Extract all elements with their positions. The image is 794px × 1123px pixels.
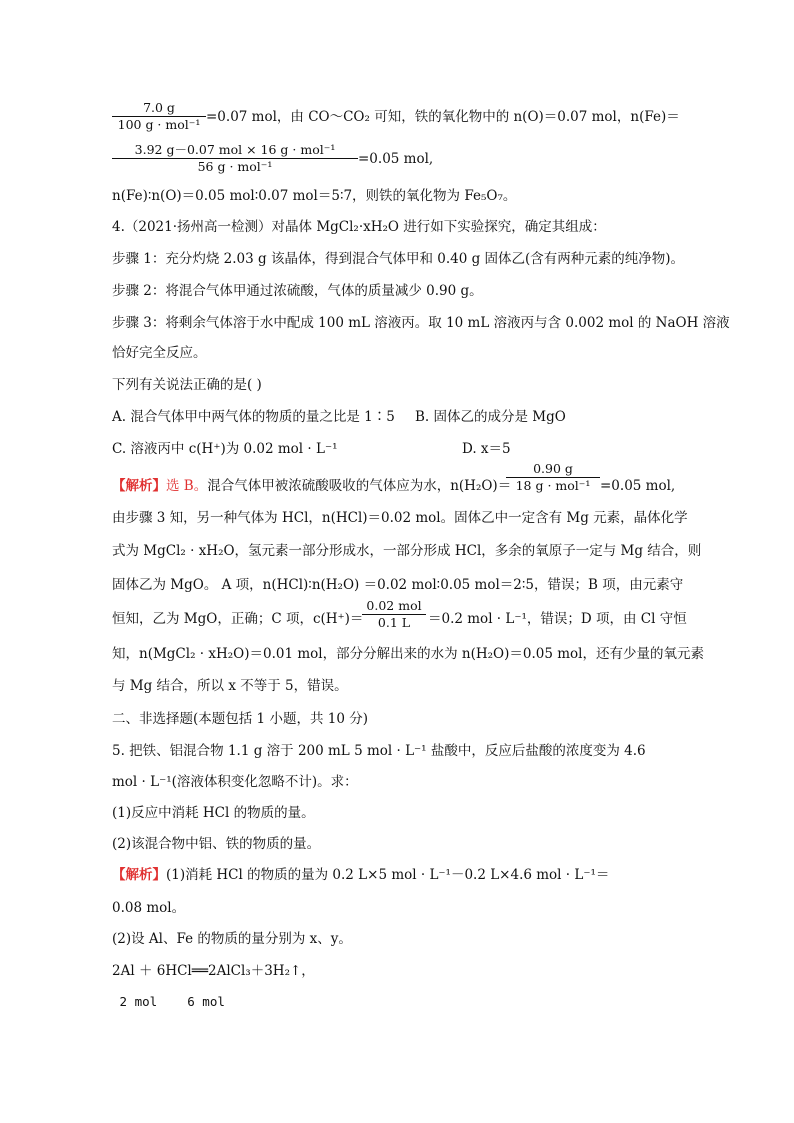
analysis-tag: 【解析】 xyxy=(112,867,166,883)
section-title: 二、非选择题(本题包括 1 小题，共 10 分) xyxy=(112,711,368,727)
option-b: B. 固体乙的成分是 MgO xyxy=(415,409,566,425)
fraction-h-concentration xyxy=(362,598,426,631)
analysis-4-line-4: 固体乙为 MgO。 A 项，n(HCl)∶n(H₂O) ＝0.02 mol∶0.05 mol＝2∶5，错误；B 项，由元素守 xyxy=(112,577,684,593)
question-5-sub-2: (2)该混合物中铝、铁的物质的量。 xyxy=(112,836,321,852)
analysis-4-line-5-head: 恒知，乙为 MgO，正确；C 项，c(H⁺)＝ xyxy=(112,611,364,627)
analysis-tag: 【解析】 xyxy=(112,478,166,494)
fraction-numerator: 0.90 g xyxy=(533,461,573,476)
fraction-denominator: 56 g · mol⁻¹ xyxy=(112,158,358,175)
fraction-denominator: 100 g · mol⁻¹ xyxy=(112,116,206,133)
analysis-4-line-3: 式为 MgCl₂ · xH₂O，氢元素一部分形成水，一部分形成 HCl，多余的氧原子一定与 Mg 结合，则 xyxy=(112,543,702,559)
fraction-denominator: 18 g · mol⁻¹ xyxy=(506,477,600,494)
analysis-4-line-5-tail: ＝0.2 mol · L⁻¹，错误；D 项，由 Cl 守恒 xyxy=(428,611,687,627)
reaction-moles: 2 mol 6 mol xyxy=(112,994,225,1009)
answer-choice: 选 B。 xyxy=(166,478,208,494)
option-d: D. x＝5 xyxy=(462,441,511,457)
analysis-4-line-7: 与 Mg 结合，所以 x 不等于 5，错误。 xyxy=(112,678,348,694)
analysis-text: 混合气体甲被浓硫酸吸收的气体应为水，n(H₂O)＝ xyxy=(207,478,512,494)
question-4-step-3: 步骤 3：将剩余气体溶于水中配成 100 mL 溶液丙。取 10 mL 溶液丙与含 0.002 mol 的 NaOH 溶液 xyxy=(112,315,730,331)
fraction-water-moles xyxy=(506,461,600,494)
analysis-4-line-2: 由步骤 3 知，另一种气体为 HCl，n(HCl)＝0.02 mol。固体乙中一定含有 Mg 元素，晶体化学 xyxy=(112,510,688,526)
fraction-mass-over-molar-mass xyxy=(112,100,206,133)
question-5-sub-1: (1)反应中消耗 HCl 的物质的量。 xyxy=(112,805,315,821)
question-5-line-2: mol · L⁻¹(溶液体积变化忽略不计)。求： xyxy=(112,774,358,790)
option-c: C. 溶液丙中 c(H⁺)为 0.02 mol · L⁻¹ xyxy=(112,441,338,457)
text-line: =0.07 mol，由 CO～CO₂ 可知，铁的氧化物中的 n(O)＝0.07 mol，n(Fe)＝ xyxy=(206,109,680,125)
text-line: n(Fe)∶n(O)＝0.05 mol∶0.07 mol＝5∶7，则铁的氧化物为 Fe₅O₇。 xyxy=(112,188,517,204)
analysis-text: (1)消耗 HCl 的物质的量为 0.2 L×5 mol · L⁻¹－0.2 L×4.6 mol · L⁻¹＝ xyxy=(166,867,610,883)
analysis-4-line-6: 知，n(MgCl₂ · xH₂O)＝0.01 mol，部分分解出来的水为 n(H₂O)＝0.05 mol，还有少量的氧元素 xyxy=(112,646,704,662)
text-line: =0.05 mol, xyxy=(358,151,434,167)
reaction-equation: 2Al ＋ 6HCl══2AlCl₃＋3H₂↑， xyxy=(112,963,315,979)
analysis-4-line-1 xyxy=(112,477,511,495)
question-5-line-1: 5. 把铁、铝混合物 1.1 g 溶于 200 mL 5 mol · L⁻¹ 盐酸中，反应后盐酸的浓度变为 4.6 xyxy=(112,743,646,759)
question-4-step-3-cont: 恰好完全反应。 xyxy=(112,345,207,361)
fraction-numerator: 0.02 mol xyxy=(366,598,422,613)
analysis-4-line-1-tail: =0.05 mol, xyxy=(600,478,676,494)
fraction-numerator: 3.92 g－0.07 mol × 16 g · mol⁻¹ xyxy=(134,142,336,157)
analysis-5-line-1 xyxy=(112,866,609,884)
question-4-prompt: 下列有关说法正确的是( ) xyxy=(112,377,262,393)
question-4-stem: 4.（2021·扬州高一检测）对晶体 MgCl₂·xH₂O 进行如下实验探究，确定其组成： xyxy=(112,219,606,235)
analysis-5-line-2: 0.08 mol。 xyxy=(112,900,186,916)
analysis-5-line-3: (2)设 Al、Fe 的物质的量分别为 x、y。 xyxy=(112,931,352,947)
option-a: A. 混合气体甲中两气体的物质的量之比是 1∶5 xyxy=(112,409,395,425)
fraction-fe-mass xyxy=(112,142,358,175)
fraction-denominator: 0.1 L xyxy=(362,614,426,631)
fraction-numerator: 7.0 g xyxy=(143,100,175,115)
question-4-step-1: 步骤 1：充分灼烧 2.03 g 该晶体，得到混合气体甲和 0.40 g 固体乙(含有两种元素的纯净物)。 xyxy=(112,251,685,267)
question-4-step-2: 步骤 2：将混合气体甲通过浓硫酸，气体的质量减少 0.90 g。 xyxy=(112,283,483,299)
